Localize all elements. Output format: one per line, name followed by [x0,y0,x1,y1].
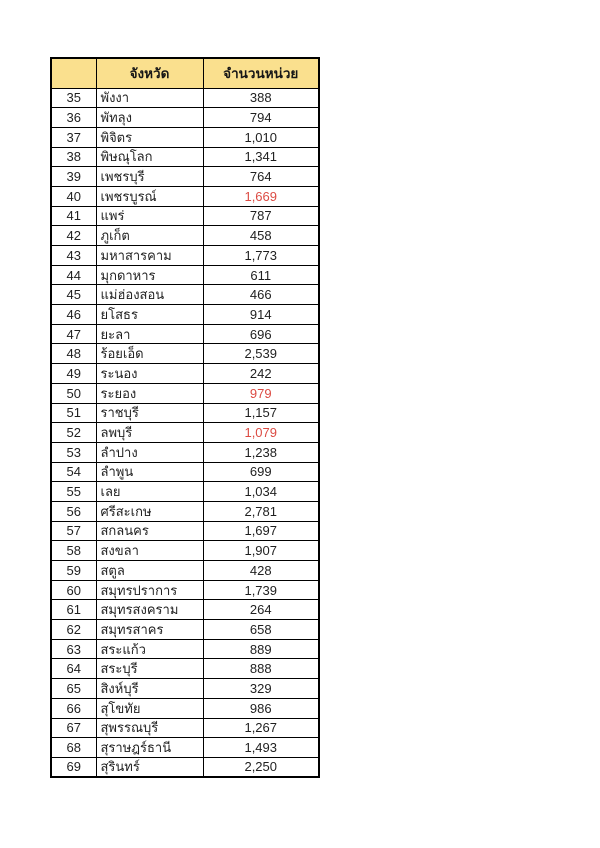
province-name-cell: สตูล [96,561,203,581]
province-name-cell: ร้อยเอ็ด [96,344,203,364]
province-units-table [50,57,320,778]
row-index-cell: 68 [51,738,96,758]
row-index-cell: 41 [51,206,96,226]
row-index-cell: 69 [51,757,96,777]
province-name-cell: ภูเก็ต [96,226,203,246]
units-value-cell: 1,010 [203,127,319,147]
units-value-cell: 428 [203,561,319,581]
province-name-cell: สุรินทร์ [96,757,203,777]
table-row [51,147,319,167]
units-value-cell: 979 [203,383,319,403]
table-row [51,108,319,128]
table-row [51,364,319,384]
table-row [51,383,319,403]
table-row [51,757,319,777]
units-value-cell: 889 [203,639,319,659]
province-name-cell: เพชรบูรณ์ [96,186,203,206]
units-value-cell: 794 [203,108,319,128]
row-index-cell: 50 [51,383,96,403]
table-row [51,265,319,285]
units-value-cell: 388 [203,88,319,108]
row-index-cell: 42 [51,226,96,246]
row-index-cell: 56 [51,501,96,521]
row-index-cell: 53 [51,442,96,462]
units-value-cell: 1,493 [203,738,319,758]
province-name-cell: สมุทรปราการ [96,580,203,600]
province-name-cell: ลำปาง [96,442,203,462]
table-row [51,305,319,325]
province-name-cell: แพร่ [96,206,203,226]
units-value-cell: 888 [203,659,319,679]
table-row [51,738,319,758]
table-header [51,58,319,88]
row-index-cell: 66 [51,698,96,718]
row-index-cell: 64 [51,659,96,679]
units-value-cell: 1,907 [203,541,319,561]
table-row [51,442,319,462]
row-index-cell: 54 [51,462,96,482]
row-index-cell: 59 [51,561,96,581]
province-name-cell: พิจิตร [96,127,203,147]
units-value-cell: 658 [203,620,319,640]
row-index-cell: 45 [51,285,96,305]
units-value-cell: 242 [203,364,319,384]
province-name-cell: สมุทรสงคราม [96,600,203,620]
table-row [51,127,319,147]
province-name-cell: ศรีสะเกษ [96,501,203,521]
row-index-cell: 58 [51,541,96,561]
table-row [51,88,319,108]
table-row [51,541,319,561]
province-name-cell: สระบุรี [96,659,203,679]
row-index-cell: 43 [51,246,96,266]
table-row [51,462,319,482]
table-row [51,403,319,423]
province-name-cell: เพชรบุรี [96,167,203,187]
table-row [51,501,319,521]
row-index-cell: 57 [51,521,96,541]
row-index-cell: 61 [51,600,96,620]
units-value-cell: 764 [203,167,319,187]
province-name-cell: มุกดาหาร [96,265,203,285]
table-row [51,246,319,266]
table-row [51,679,319,699]
row-index-cell: 39 [51,167,96,187]
units-value-cell: 2,539 [203,344,319,364]
province-name-cell: สุพรรณบุรี [96,718,203,738]
table-row [51,561,319,581]
row-index-cell: 51 [51,403,96,423]
units-value-cell: 2,781 [203,501,319,521]
units-value-cell: 1,341 [203,147,319,167]
table-row [51,620,319,640]
table-row [51,226,319,246]
province-name-cell: สงขลา [96,541,203,561]
units-value-cell: 1,157 [203,403,319,423]
table-row [51,344,319,364]
table-row [51,167,319,187]
row-index-cell: 63 [51,639,96,659]
units-value-cell: 1,669 [203,186,319,206]
row-index-cell: 47 [51,324,96,344]
province-name-cell: สุราษฎร์ธานี [96,738,203,758]
header-province-cell: จังหวัด [96,58,203,88]
row-index-cell: 37 [51,127,96,147]
province-name-cell: พัทลุง [96,108,203,128]
units-value-cell: 1,079 [203,423,319,443]
province-name-cell: ราชบุรี [96,403,203,423]
units-value-cell: 696 [203,324,319,344]
row-index-cell: 62 [51,620,96,640]
units-value-cell: 458 [203,226,319,246]
row-index-cell: 52 [51,423,96,443]
units-value-cell: 787 [203,206,319,226]
table-row [51,698,319,718]
units-value-cell: 1,773 [203,246,319,266]
province-name-cell: แม่ฮ่องสอน [96,285,203,305]
units-value-cell: 986 [203,698,319,718]
table-row [51,659,319,679]
units-value-cell: 264 [203,600,319,620]
header-units-cell: จำนวนหน่วย [203,58,319,88]
row-index-cell: 40 [51,186,96,206]
table-row [51,600,319,620]
units-value-cell: 1,739 [203,580,319,600]
province-name-cell: ลำพูน [96,462,203,482]
row-index-cell: 48 [51,344,96,364]
units-value-cell: 329 [203,679,319,699]
province-name-cell: สมุทรสาคร [96,620,203,640]
row-index-cell: 44 [51,265,96,285]
row-index-cell: 38 [51,147,96,167]
province-name-cell: สุโขทัย [96,698,203,718]
province-name-cell: ลพบุรี [96,423,203,443]
units-value-cell: 1,267 [203,718,319,738]
units-value-cell: 2,250 [203,757,319,777]
row-index-cell: 46 [51,305,96,325]
table-row [51,718,319,738]
units-value-cell: 611 [203,265,319,285]
table-row [51,580,319,600]
province-name-cell: พังงา [96,88,203,108]
table-row [51,285,319,305]
row-index-cell: 55 [51,482,96,502]
province-name-cell: มหาสารคาม [96,246,203,266]
table-row [51,521,319,541]
row-index-cell: 60 [51,580,96,600]
province-name-cell: ระยอง [96,383,203,403]
header-row [51,58,319,88]
row-index-cell: 67 [51,718,96,738]
province-name-cell: สกลนคร [96,521,203,541]
province-name-cell: สิงห์บุรี [96,679,203,699]
province-name-cell: ระนอง [96,364,203,384]
units-value-cell: 1,238 [203,442,319,462]
province-name-cell: ยโสธร [96,305,203,325]
units-value-cell: 1,697 [203,521,319,541]
units-value-cell: 914 [203,305,319,325]
table-row [51,186,319,206]
table-body [51,88,319,777]
province-name-cell: สระแก้ว [96,639,203,659]
units-value-cell: 1,034 [203,482,319,502]
table-row [51,639,319,659]
units-value-cell: 699 [203,462,319,482]
units-value-cell: 466 [203,285,319,305]
table-row [51,482,319,502]
row-index-cell: 65 [51,679,96,699]
row-index-cell: 35 [51,88,96,108]
province-name-cell: ยะลา [96,324,203,344]
table-row [51,423,319,443]
province-name-cell: เลย [96,482,203,502]
table-row [51,324,319,344]
table-row [51,206,319,226]
province-name-cell: พิษณุโลก [96,147,203,167]
row-index-cell: 49 [51,364,96,384]
header-index-cell [51,58,96,88]
row-index-cell: 36 [51,108,96,128]
